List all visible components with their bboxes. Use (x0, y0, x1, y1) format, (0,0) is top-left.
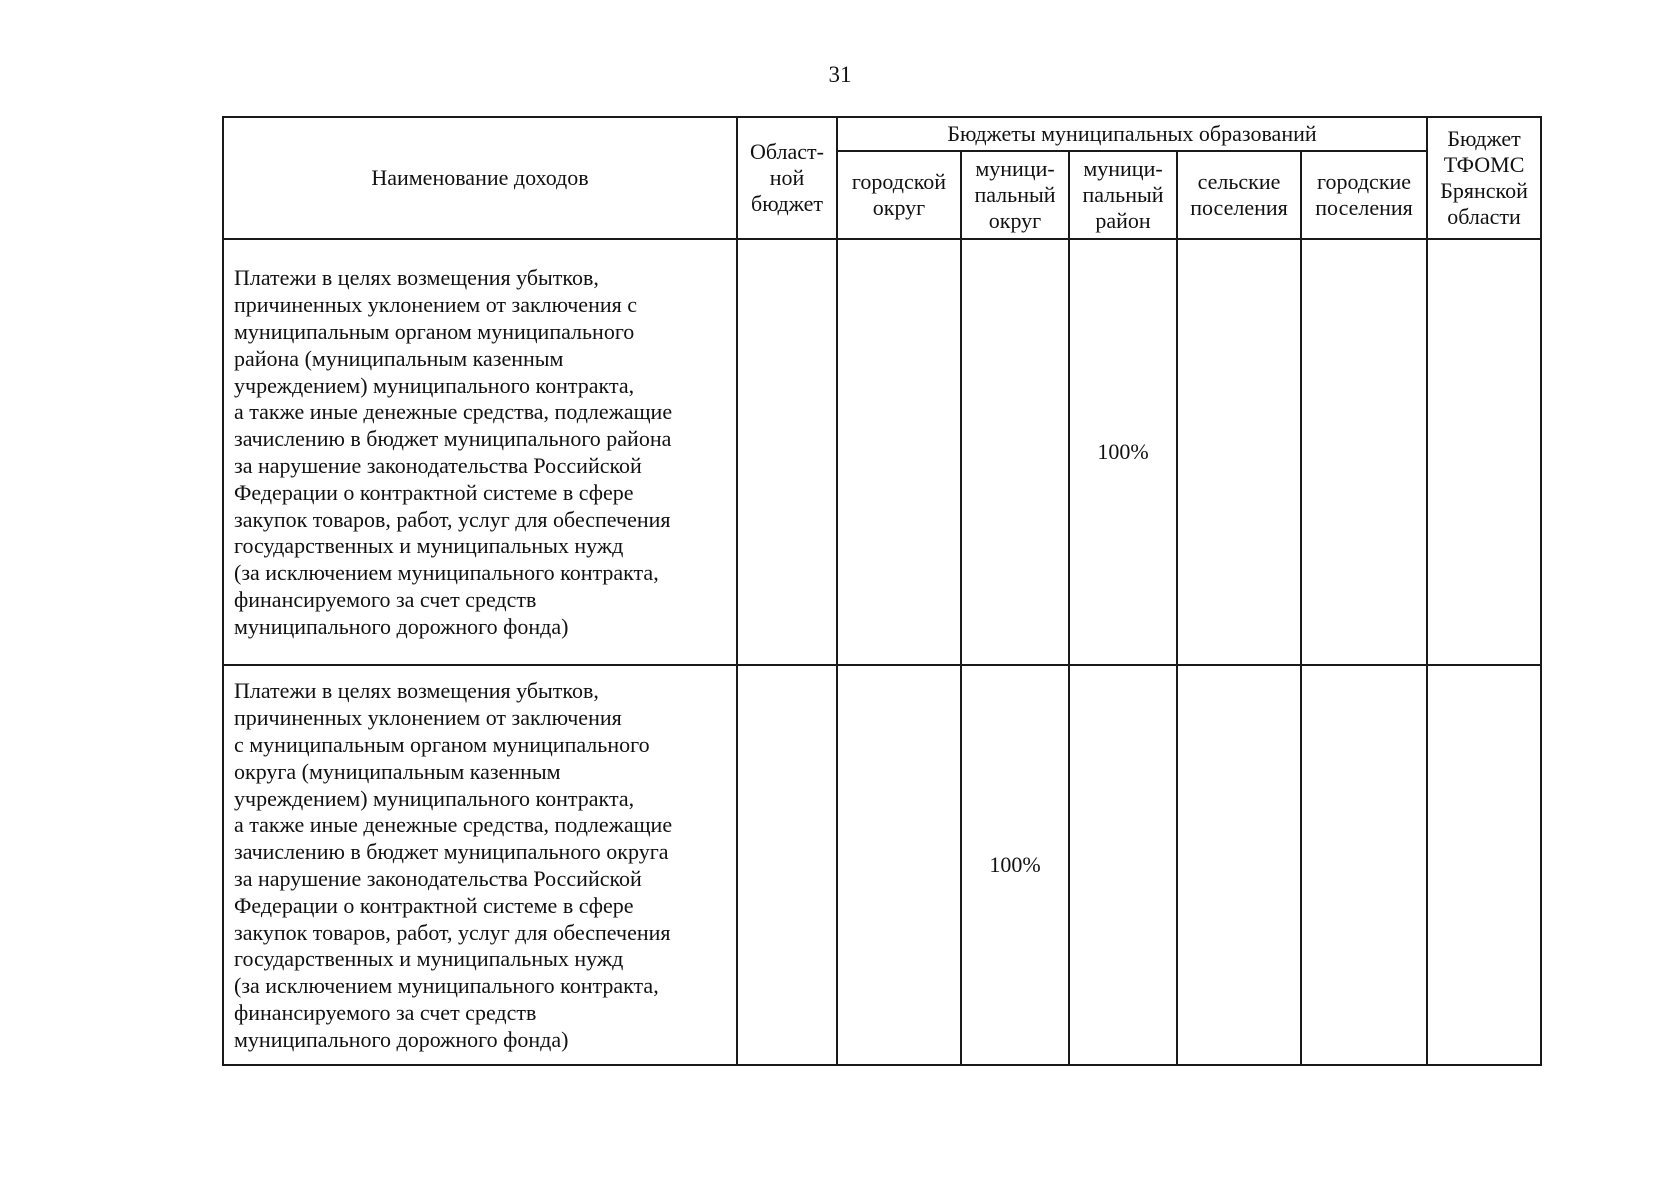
income-line: закупок товаров, работ, услуг для обеспечения (234, 919, 671, 945)
header-line: муници- (975, 156, 1055, 181)
header-municipal-rayon (1069, 151, 1177, 239)
municipal-okrug-cell: 100% (961, 665, 1069, 1065)
header-line: городские (1317, 169, 1412, 194)
income-line: учреждением) муниципального контракта, (234, 372, 635, 398)
income-line: Федерации о контрактной системе в сфере (234, 479, 634, 505)
income-line: округа (муниципальным казенным (234, 758, 561, 784)
header-municipal-budgets: Бюджеты муниципальных образований (837, 117, 1427, 151)
rural-settlements-cell (1177, 239, 1301, 665)
income-line: зачислению в бюджет муниципального района (234, 426, 672, 452)
income-line: а также иные денежные средства, подлежащие (234, 812, 673, 838)
header-urban-settlements (1301, 151, 1427, 239)
income-line: финансируемого за счет средств (234, 999, 537, 1025)
header-city-district (837, 151, 961, 239)
income-line: за нарушение законодательства Российской (234, 453, 642, 478)
urban-settlements-cell (1301, 665, 1427, 1065)
page-number-text: 31 (828, 62, 852, 87)
header-line: округ (872, 195, 926, 220)
income-line: за нарушение законодательства Российской (234, 866, 642, 891)
header-regional-line: ной (769, 165, 805, 190)
header-regional-line: Област- (750, 139, 824, 164)
municipal-okrug-cell (961, 239, 1069, 665)
income-line: Федерации о контрактной системе в сфере (234, 892, 634, 918)
regional-budget-cell (737, 665, 837, 1065)
header-line: муници- (1083, 156, 1163, 181)
income-distribution-table (222, 116, 1542, 1066)
header-tfoms-line: области (1447, 204, 1521, 229)
income-line: финансируемого за счет средств (234, 586, 537, 612)
income-line: района (муниципальным казенным (234, 345, 564, 371)
header-income-name: Наименование доходов (223, 117, 737, 239)
municipal-rayon-cell: 100% (1069, 239, 1177, 665)
income-line: причиненных уклонением от заключения (234, 705, 622, 731)
city-district-cell (837, 239, 961, 665)
income-line: Платежи в целях возмещения убытков, (234, 265, 599, 291)
header-line: поселения (1315, 195, 1413, 220)
city-district-cell (837, 665, 961, 1065)
header-line: сельские (1197, 169, 1281, 194)
income-line: государственных и муниципальных нужд (234, 533, 624, 559)
income-line: закупок товаров, работ, услуг для обеспечения (234, 506, 671, 532)
rural-settlements-cell (1177, 665, 1301, 1065)
header-line: городской (851, 169, 947, 194)
header-rural-settlements (1177, 151, 1301, 239)
income-name-cell (223, 665, 737, 1065)
header-tfoms-line: ТФОМС (1443, 152, 1525, 177)
income-line: государственных и муниципальных нужд (234, 946, 624, 972)
header-tfoms-line: Брянской (1440, 178, 1528, 203)
page-number (0, 60, 1680, 90)
tfoms-cell (1427, 665, 1541, 1065)
header-line: пальный (1082, 182, 1164, 207)
income-line: (за исключением муниципального контракта, (234, 560, 659, 586)
header-municipal-okrug (961, 151, 1069, 239)
income-line: муниципальным органом муниципального (234, 319, 635, 345)
tfoms-cell (1427, 239, 1541, 665)
income-name-cell (223, 239, 737, 665)
municipal-rayon-cell (1069, 665, 1177, 1065)
header-tfoms-budget (1427, 117, 1541, 239)
header-line: поселения (1190, 195, 1288, 220)
header-row-top (223, 117, 1541, 151)
income-line: муниципального дорожного фонда) (234, 613, 569, 639)
header-tfoms-line: Бюджет (1447, 126, 1521, 151)
income-line: зачислению в бюджет муниципального округа (234, 839, 669, 865)
income-line: причиненных уклонением от заключения с (234, 292, 637, 318)
header-regional-line: бюджет (751, 191, 823, 216)
income-line: (за исключением муниципального контракта, (234, 973, 659, 999)
header-line: пальный (974, 182, 1056, 207)
income-line: с муниципальным органом муниципального (234, 732, 650, 758)
income-line: учреждением) муниципального контракта, (234, 785, 635, 811)
income-line: муниципального дорожного фонда) (234, 1026, 569, 1052)
header-line: район (1095, 208, 1151, 233)
table-row (223, 665, 1541, 1065)
regional-budget-cell (737, 239, 837, 665)
header-line: округ (988, 208, 1042, 233)
table-row (223, 239, 1541, 665)
income-line: а также иные денежные средства, подлежащие (234, 399, 673, 425)
income-line: Платежи в целях возмещения убытков, (234, 678, 599, 704)
urban-settlements-cell (1301, 239, 1427, 665)
header-regional-budget (737, 117, 837, 239)
